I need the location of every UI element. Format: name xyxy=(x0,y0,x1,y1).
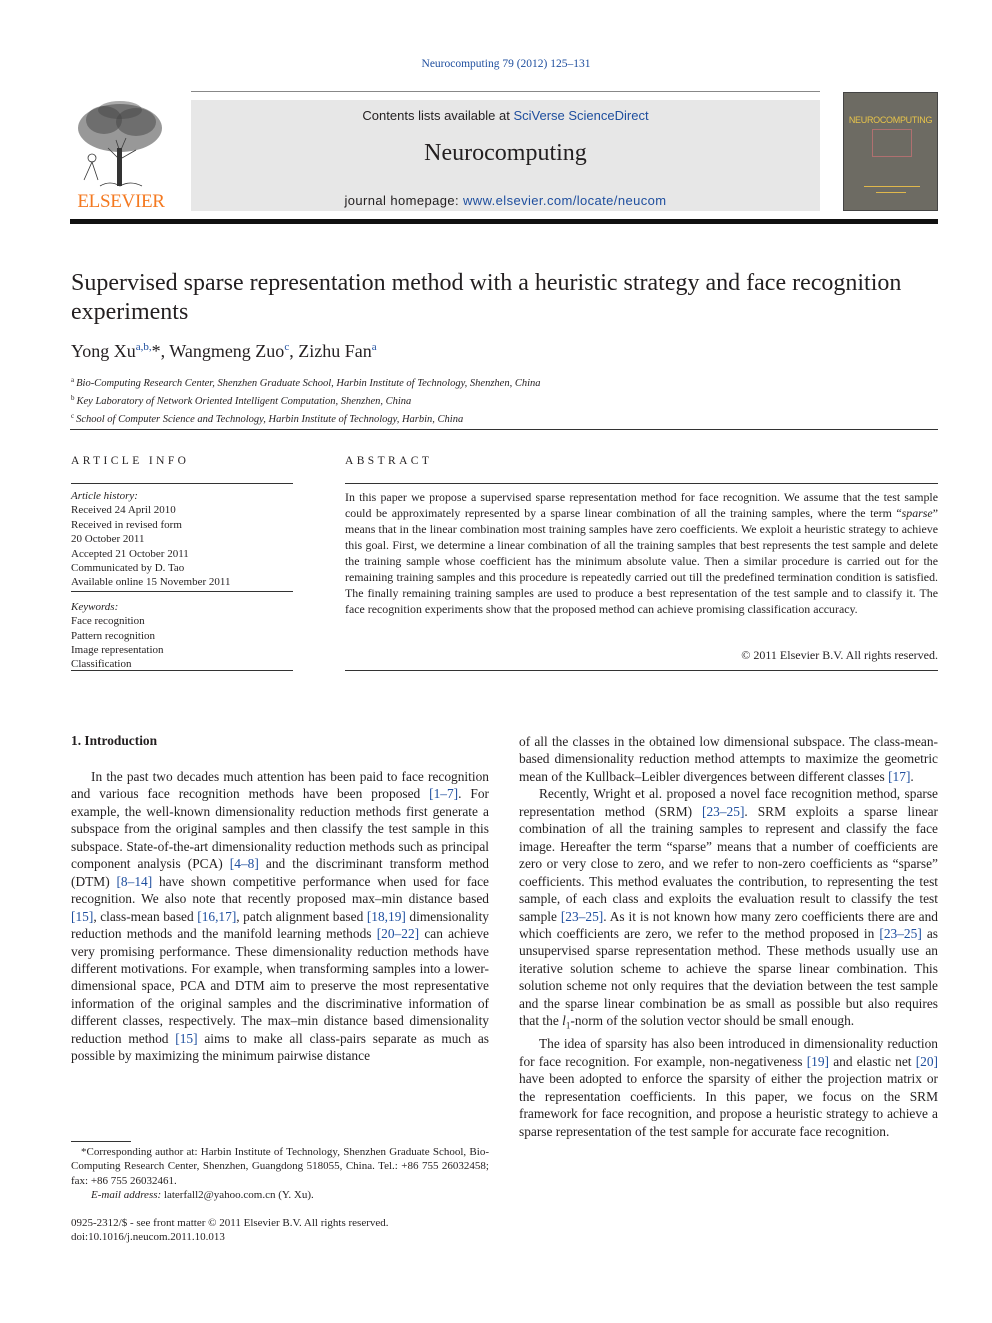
reference-link[interactable]: [4–8] xyxy=(229,856,259,872)
doi-link[interactable]: doi:10.1016/j.neucom.2011.10.013 xyxy=(71,1231,225,1244)
abstract-heading: ABSTRACT xyxy=(345,455,433,467)
footnote-rule xyxy=(71,1141,131,1142)
divider xyxy=(71,483,293,484)
keyword: Classification xyxy=(71,658,132,671)
header-thick-rule xyxy=(70,219,938,224)
history-item: Received 24 April 2010 xyxy=(71,504,176,517)
reference-link[interactable]: [19] xyxy=(806,1053,829,1069)
affiliation xyxy=(71,373,541,391)
history-item: Accepted 21 October 2011 xyxy=(71,547,189,560)
keyword: Pattern recognition xyxy=(71,629,156,642)
divider xyxy=(70,429,938,430)
keyword: Face recognition xyxy=(71,615,145,628)
journal-cover-thumbnail[interactable] xyxy=(843,92,938,211)
homepage-line xyxy=(191,193,820,208)
reference-link[interactable]: [1–7] xyxy=(429,786,459,802)
keyword: Image representation xyxy=(71,644,164,657)
issn-line: 0925-2312/$ - see front matter © 2011 Elsevier B.V. All rights reserved. xyxy=(71,1217,389,1229)
affiliation xyxy=(71,409,541,427)
sciencedirect-link[interactable]: SciVerse ScienceDirect xyxy=(513,108,649,123)
cover-line xyxy=(864,186,920,187)
reference-link[interactable]: [15] xyxy=(71,908,94,924)
paragraph: The idea of sparsity has also been introduced in dimensionality reduction for face recognition. For example, non-negativeness [19] and elastic net [20] have been adopted to enforce the sparsity of either the projection matrix or the representation coefficients. In this paper, we focus on the SRM framework for face recognition, and propose a heuristic strategy to achieve a sparse representation of the test sample for accurate face recognition. xyxy=(519,1036,938,1139)
paragraph: of all the classes in the obtained low dimensional subspace. The class-mean-based dimensionality reduction method attempts to maximize the geometric mean of the Kullback–Leibler divergences between different classes [17]. xyxy=(519,734,938,784)
cover-line xyxy=(876,192,906,193)
footnote-email: E-mail address: laterfall2@yahoo.com.cn (Y. Xu). xyxy=(91,1189,314,1202)
homepage-prefix: journal homepage: xyxy=(344,193,463,208)
history-item: Received in revised form xyxy=(71,518,182,531)
section-heading-introduction: 1. Introduction xyxy=(71,733,158,748)
reference-link[interactable]: [23–25] xyxy=(560,908,604,924)
affiliation-mark: a xyxy=(71,376,75,384)
abstract-copyright: © 2011 Elsevier B.V. All rights reserved. xyxy=(741,648,938,662)
affiliation-text: School of Computer Science and Technology, Harbin Institute of Technology, Harbin, China xyxy=(76,414,464,425)
cover-graphic xyxy=(872,129,912,157)
affiliation-text: Bio-Computing Research Center, Shenzhen Graduate School, Harbin Institute of Technology, Shenzhen, China xyxy=(76,378,541,389)
divider xyxy=(71,670,293,671)
article-title: Supervised sparse representation method with a heuristic strategy and face recognition experiments xyxy=(71,270,902,325)
affiliation-list xyxy=(71,373,541,427)
reference-link[interactable]: [17] xyxy=(888,768,911,784)
paragraph: Recently, Wright et al. proposed a novel face recognition method, sparse representation method (SRM) [23–25]. SRM exploits a sparse linear combination of all the training samples to represent and classify the face image. Hereafter the term “sparse” means that a number of coefficients are zero or very close to zero, and we refer to non-zero coefficients as “sparse” coefficients. This method evaluates the contribution, to representing the test sample, of each class and exploits the evaluation result to classify the test sample [23–25]. As it is not known how many zero coefficients there are and which coefficients are zero, we refer to the method proposed in [23–25] as unsupervised sparse representation method. These methods usually use an iterative solution scheme to achieve the sparse linear combination. This solution scheme not only requires that the deviation between the test sample and the sparse linear combination be as small as possible but also requires that the $l_1$-norm of the solution vector should be small enough. xyxy=(519,786,939,1031)
contents-line xyxy=(191,108,820,123)
reference-link[interactable]: [15] xyxy=(175,1030,198,1046)
history-item: Communicated by D. Tao xyxy=(71,562,185,575)
divider xyxy=(71,591,293,592)
paragraph: In the past two decades much attention has been paid to face recognition and various face recognition methods have been proposed [1–7]. For example, the well-known dimensionality reduction methods first generate a subspace from the original samples and then classify the test sample in this subspace. State-of-the-art dimensionality reduction methods such as principal component analysis (PCA) [4–8] and the discriminant transform method (DTM) [8–14] have shown competitive performance when used for face recognition. We also note that recently proposed max–min distance based [15], class-mean based [16,17], patch alignment based [18,19] dimensionality reduction methods and the manifold learning methods [20–22] can achieve very promising performance. These dimensionality reduction methods have different motivations. For example, when transforming samples into a lower-dimensional space, PCA and DTM aim to preserve the most representative information of the original samples and the discriminative information of different classes, respectively. The max–min distance based dimensionality reduction method [15] aims to make all class-pairs separate as much as possible by maximizing the minimum pairwise distance xyxy=(71,769,489,1064)
reference-link[interactable]: [18,19] xyxy=(366,908,406,924)
cover-title: NEUROCOMPUTING xyxy=(848,115,933,125)
journal-homepage-link[interactable]: www.elsevier.com/locate/neucom xyxy=(463,193,667,208)
history-item: Available online 15 November 2011 xyxy=(71,576,231,589)
journal-citation[interactable]: Neurocomputing 79 (2012) 125–131 xyxy=(421,58,591,70)
journal-name: Neurocomputing xyxy=(424,140,587,166)
intro-left-column xyxy=(71,768,489,1065)
affiliation-mark: b xyxy=(71,394,75,402)
affiliation-mark: c xyxy=(71,412,75,420)
article-info-heading: ARTICLE INFO xyxy=(71,455,190,467)
history-item: 20 October 2011 xyxy=(71,533,145,546)
corresponding-author-mark[interactable]: * xyxy=(151,341,161,361)
reference-link[interactable]: [23–25] xyxy=(702,803,745,819)
author-name[interactable]: Yong Xu xyxy=(71,341,136,361)
abstract-emphasis: sparse xyxy=(901,506,933,520)
author-affiliation-mark[interactable]: a,b, xyxy=(135,341,152,353)
author-name[interactable]: Wangmeng Zuo xyxy=(169,341,285,361)
author-name[interactable]: Zizhu Fan xyxy=(298,341,372,361)
article-info xyxy=(71,489,293,672)
reference-link[interactable]: [20–22] xyxy=(376,926,420,942)
intro-right-column xyxy=(519,733,938,1140)
elsevier-wordmark: ELSEVIER xyxy=(77,191,165,212)
header-top-rule xyxy=(191,91,820,92)
abstract-text xyxy=(345,489,938,617)
issn-doi-block xyxy=(71,1216,389,1245)
affiliation-text: Key Laboratory of Network Oriented Intelligent Computation, Shenzhen, China xyxy=(76,396,412,407)
footnote-text: *Corresponding author at: Harbin Institute of Technology, Shenzhen Graduate School, Bio-Computing Research Center, Shenzhen, Guangdong 518055, China. Tel.: +86 755 26032458; fax: +86 755 26032461. xyxy=(71,1146,489,1187)
divider xyxy=(345,483,938,484)
reference-link[interactable]: [23–25] xyxy=(879,925,922,941)
author-affiliation-mark[interactable]: c xyxy=(284,341,290,353)
elsevier-tree-icon xyxy=(70,100,172,188)
contents-prefix: Contents lists available at xyxy=(362,108,514,123)
affiliation xyxy=(71,391,541,409)
journal-header-box xyxy=(191,100,820,211)
reference-link[interactable]: [16,17] xyxy=(197,908,237,924)
corresponding-author-footnote xyxy=(71,1145,489,1203)
author-list: Yong $Xu^{a,b,}*$, Wangmeng Zuo$^c$, Zizhu Fan$^a$ xyxy=(71,341,377,361)
elsevier-logo[interactable] xyxy=(70,100,172,212)
divider xyxy=(345,670,938,671)
abstract-part: ” means that in the linear combination most training samples have zero coefficients. We exploit a heuristic strategy to achieve this goal. First, we determine a linear combination of all the training samples that best represents the test sample and delete the training sample whose coefficient has the minimum absolute value. Then a similar procedure is carried out for the remaining training samples and this procedure is repeatedly carried out till the predefined termination condition is satisfied. The finally remaining training samples are used to produce a best representation of the test sample and to classify it. The face recognition experiments show that the proposed method can achieve promising classification accuracy. xyxy=(345,506,938,616)
reference-link[interactable]: [8–14] xyxy=(116,873,153,889)
abstract-part: In this paper we propose a supervised sparse representation method for face recognition. We assume that the test sample could be approximately represented by a sparse linear combination of all the training samples, where the term “ xyxy=(345,490,938,520)
email-link[interactable]: laterfall2@yahoo.com.cn xyxy=(163,1189,276,1202)
author-affiliation-mark[interactable]: a xyxy=(371,341,377,353)
reference-link[interactable]: [20] xyxy=(915,1053,938,1069)
history-label: Article history: xyxy=(71,490,138,502)
footnote-mark: * xyxy=(81,1146,87,1158)
keywords-label: Keywords: xyxy=(71,600,119,613)
